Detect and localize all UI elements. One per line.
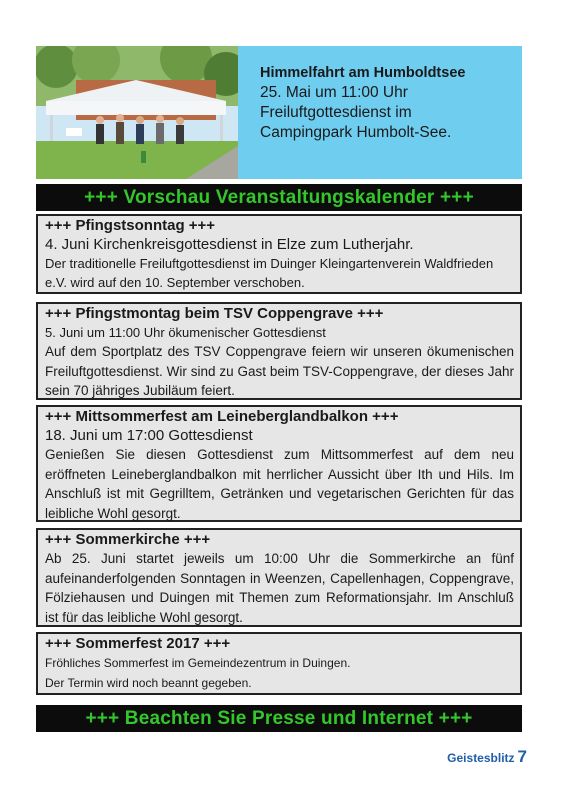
announcement-box [238, 46, 522, 179]
announcement-location: Campingpark Humbolt-See. [260, 124, 452, 141]
publication-name: Geistesblitz [447, 751, 515, 765]
event-sommerfest [36, 632, 522, 695]
press-banner: +++ Beachten Sie Presse und Internet +++ [36, 705, 522, 732]
event-title: +++ Pfingstsonntag +++ [45, 217, 216, 234]
event-subtitle: 4. Juni Kirchenkreisgottesdienst in Elze zum Lutherjahr. [45, 236, 414, 253]
event-subtitle: 18. Juni um 17:00 Gottesdienst [45, 427, 253, 444]
preview-banner: +++ Vorschau Veranstaltungskalender +++ [36, 184, 522, 211]
event-pfingstsonntag [36, 214, 522, 294]
event-title: +++ Mittsommerfest am Leineberglandbalkon +++ [45, 408, 399, 425]
event-body: Genießen Sie diesen Gottesdienst zum Mittsommerfest auf dem neu eröffneten Leineberglandbalkon mit herrlicher Aussicht über Ith und Hils. Im Anschluß ist mit Gegrilltem, Getränken und vegetarischen Gerichten für das leibliche Wohl gesorgt. [45, 447, 514, 521]
event-sommerkirche [36, 528, 522, 627]
event-body: Der traditionelle Freiluftgottesdienst im Duinger Kleingartenverein Waldfrieden e.V. wird auf den 10. September verschoben. [45, 256, 494, 290]
event-mittsommerfest [36, 405, 522, 522]
event-body: Ab 25. Juni startet jeweils um 10:00 Uhr die Sommerkirche an fünf aufeinanderfolgenden Sonntagen in Weenzen, Capellenhagen, Coppengrave, Fölziehausen und Duingen mit Themen zum Reformationsjahr. Im Anschluß ist für das leibliche Wohl gesorgt. [45, 551, 514, 625]
announcement-title: Himmelfahrt am Humboldtsee [260, 65, 466, 81]
announcement-date: 25. Mai um 11:00 Uhr [260, 84, 408, 101]
event-pfingstmontag [36, 302, 522, 400]
announcement-line: Freiluftgottesdienst im [260, 104, 412, 121]
event-line: Der Termin wird noch beannt gegeben. [45, 676, 252, 690]
event-title: +++ Sommerkirche +++ [45, 531, 211, 548]
event-title: +++ Sommerfest 2017 +++ [45, 635, 231, 652]
event-title: +++ Pfingstmontag beim TSV Coppengrave +++ [45, 305, 384, 322]
event-line: Fröhliches Sommerfest im Gemeindezentrum in Duingen. [45, 656, 351, 670]
event-body: Auf dem Sportplatz des TSV Coppengrave feiern wir unseren ökumenischen Freiluftgottesdienst. Wir sind zu Gast beim TSV-Coppengrave, der dieses Jahr sein 70 jähriges Jubiläum feiert. [45, 344, 514, 398]
event-photo [36, 46, 238, 179]
page-footer [447, 747, 527, 767]
page-number: 7 [517, 747, 527, 766]
event-subtitle: 5. Juni um 11:00 Uhr ökumenischer Gottesdienst [45, 325, 326, 340]
